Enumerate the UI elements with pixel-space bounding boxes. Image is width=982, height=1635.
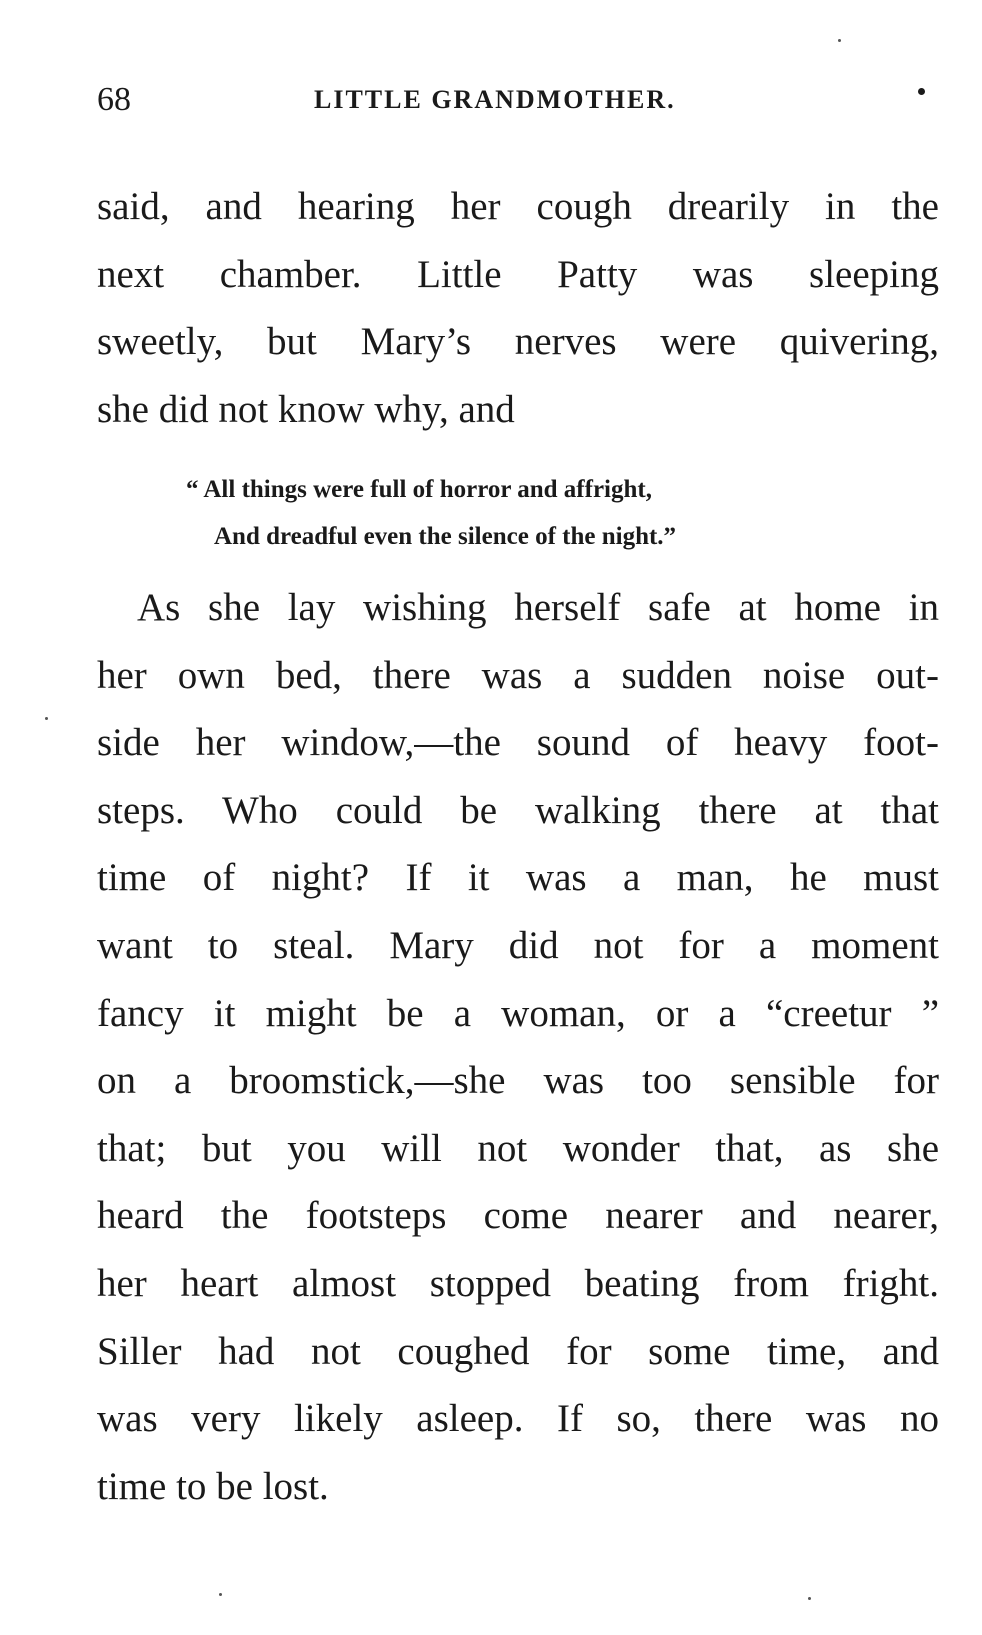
text-line: was very likely asleep. If so, there was no xyxy=(97,1397,939,1441)
text-line: sweetly, but Mary’s nerves were quivering, xyxy=(97,320,939,364)
text-line: time of night? If it was a man, he must xyxy=(97,856,939,900)
epigraph-quote xyxy=(186,466,676,560)
text-line: on a broomstick,—she was too sensible for xyxy=(97,1059,939,1103)
page-number: 68 xyxy=(97,81,131,118)
page-header xyxy=(97,78,937,122)
paragraph-1 xyxy=(97,173,939,443)
text-line: she did not know why, and xyxy=(97,387,515,431)
text-line: Siller had not coughed for some time, and xyxy=(97,1329,939,1373)
text-line: steps. Who could be walking there at that xyxy=(97,788,939,832)
running-title: LITTLE GRANDMOTHER. xyxy=(314,85,676,114)
text-line: side her window,—the sound of heavy foot- xyxy=(97,721,939,765)
text-line: said, and hearing her cough drearily in the xyxy=(97,185,939,228)
epigraph-line: And dreadful even the silence of the night.” xyxy=(214,523,677,550)
text-line: heard the footsteps come nearer and nearer, xyxy=(97,1194,939,1238)
print-speck xyxy=(808,1597,811,1600)
text-line: that; but you will not wonder that, as she xyxy=(97,1126,939,1170)
epigraph-line: “ All things were full of horror and affright, xyxy=(186,476,652,503)
text-line: next chamber. Little Patty was sleeping xyxy=(97,252,939,296)
header-ornament-dot xyxy=(918,88,925,95)
text-line: time to be lost. xyxy=(97,1464,329,1508)
text-line: her own bed, there was a sudden noise out- xyxy=(97,653,939,697)
print-speck xyxy=(838,39,841,42)
text-line: fancy it might be a woman, or a “creetur ” xyxy=(97,991,939,1035)
text-line: want to steal. Mary did not for a moment xyxy=(97,923,939,967)
paragraph-2 xyxy=(97,574,939,1520)
print-speck xyxy=(219,1593,222,1596)
print-speck xyxy=(45,717,48,720)
text-line: As she lay wishing herself safe at home in xyxy=(137,586,939,629)
text-line: her heart almost stopped beating from fright. xyxy=(97,1261,939,1305)
